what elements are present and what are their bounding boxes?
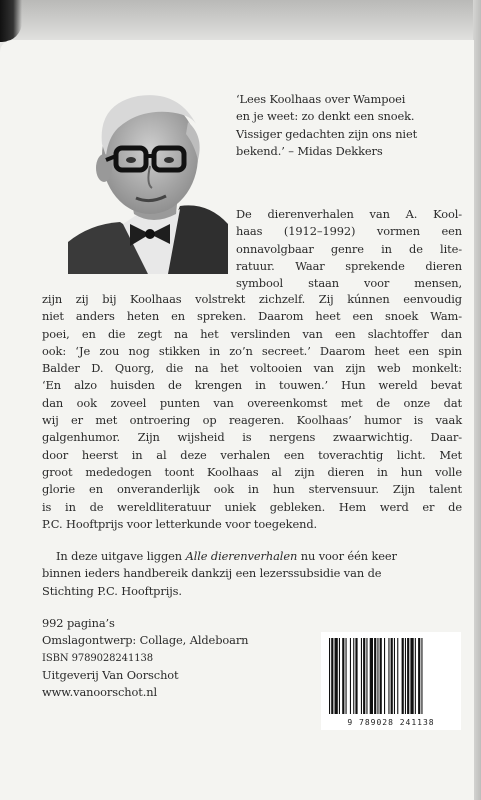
barcode-bar bbox=[421, 638, 422, 714]
description-line: is in de wereldliteratuur uniek gebleken. Hem werd er de bbox=[42, 499, 462, 514]
quote-line: en je weet: zo denkt een snoek. bbox=[236, 109, 415, 124]
barcode-bar bbox=[380, 638, 382, 714]
cover-design-credit: Omslagontwerp: Collage, Aldeboarn bbox=[42, 633, 249, 648]
description-line: onnavolgbaar genre in de lite- bbox=[236, 241, 462, 256]
barcode-bar bbox=[331, 638, 333, 714]
barcode-bar bbox=[346, 638, 347, 714]
book-title: Alle dierenverhalen bbox=[185, 549, 298, 563]
barcode-bar bbox=[415, 638, 416, 714]
description-line: dan ook zoveel punten van overeenkomst met de onze dat bbox=[42, 395, 462, 410]
barcode-bar bbox=[329, 638, 330, 714]
barcode-bar bbox=[361, 638, 362, 714]
edition-note bbox=[42, 548, 462, 600]
author-portrait bbox=[68, 74, 228, 274]
description-line: door heerst in al deze verhalen een toverachtig licht. Met bbox=[42, 447, 462, 462]
barcode-bar bbox=[405, 638, 406, 714]
publisher: Uitgeverij Van Oorschot bbox=[42, 667, 179, 682]
description-line: galgenhumor. Zijn wijsheid is nergens zwaarwichtig. Daar- bbox=[42, 430, 462, 445]
barcode-bar bbox=[402, 638, 404, 714]
description-line: zijn zij bij Koolhaas volstrekt zichzelf. Zij kúnnen eenvoudig bbox=[42, 292, 462, 306]
isbn-barcode bbox=[321, 632, 461, 730]
barcode-bar bbox=[410, 638, 413, 714]
barcode-bars bbox=[321, 632, 461, 718]
website: www.vanoorschot.nl bbox=[42, 685, 158, 700]
book-page-edge bbox=[473, 0, 481, 800]
description-line: P.C. Hooftprijs voor letterkunde voor toegekend. bbox=[42, 516, 318, 531]
description-line: Balder D. Quorg, die na het voltooien van zijn web monkelt: bbox=[42, 361, 462, 376]
barcode-bar bbox=[397, 638, 398, 714]
barcode-bar bbox=[339, 638, 340, 714]
description-line: niet anders heten en spreken. Daarom heet een snoek Wam- bbox=[42, 309, 462, 324]
description-beside-photo bbox=[236, 206, 462, 292]
barcode-bar bbox=[374, 638, 376, 714]
barcode-bar bbox=[394, 638, 395, 714]
barcode-bar bbox=[388, 638, 389, 714]
barcode-bar bbox=[355, 638, 357, 714]
barcode-bar bbox=[370, 638, 373, 714]
description-line: ‘En alzo huisden de krengen in touwen.’ Hun wereld bevat bbox=[42, 378, 462, 393]
description-line: groot mededogen toont Koolhaas al zijn dieren in hun volle bbox=[42, 464, 462, 479]
barcode-bar bbox=[335, 638, 338, 714]
barcode-bar bbox=[418, 638, 420, 714]
barcode-bar bbox=[366, 638, 367, 714]
page-count: 992 pagina’s bbox=[42, 616, 115, 630]
description-full-width bbox=[42, 291, 462, 533]
barcode-bar bbox=[342, 638, 344, 714]
barcode-bar bbox=[353, 638, 354, 714]
barcode-bar bbox=[377, 638, 378, 714]
barcode-bar bbox=[407, 638, 409, 714]
quote-line: Vissiger gedachten zijn ons niet bbox=[236, 126, 418, 141]
edition-line: In deze uitgave liggen Alle dierenverhalen nu voor één keer bbox=[56, 549, 397, 563]
publication-details bbox=[42, 615, 262, 701]
description-line: haas (1912–1992) vormen een bbox=[236, 224, 462, 239]
description-line: De dierenverhalen van A. Kool- bbox=[236, 207, 462, 221]
barcode-bar bbox=[384, 638, 385, 714]
barcode-bar bbox=[391, 638, 393, 714]
barcode-bar bbox=[363, 638, 365, 714]
quote-line: ‘Lees Koolhaas over Wampoei bbox=[236, 92, 406, 106]
quote-line: bekend.’ – Midas Dekkers bbox=[236, 143, 383, 158]
description-line: ook: ‘Je zou nog stikken in zo’n secreet.’ Daarom heet een spin bbox=[42, 343, 462, 358]
description-line: symbool staan voor mensen, bbox=[236, 276, 462, 291]
description-line: ratuur. Waar sprekende dieren bbox=[236, 258, 462, 273]
barcode-digits: 9 789028 241138 bbox=[347, 718, 435, 727]
barcode-bar bbox=[350, 638, 351, 714]
description-line: wij er met ontroering op reageren. Koolhaas’ humor is vaak bbox=[42, 413, 462, 428]
isbn: ISBN 9789028241138 bbox=[42, 652, 153, 664]
edition-line: Stichting P.C. Hooftprijs. bbox=[42, 583, 182, 598]
description-line: glorie en onveranderlijk ook in hun stervensuur. Zijn talent bbox=[42, 482, 462, 497]
description-line: poei, en die zegt na het verslinden van een slachtoffer dan bbox=[42, 326, 462, 341]
blurb-quote bbox=[236, 91, 462, 160]
edition-line: binnen ieders handbereik dankzij een lezerssubsidie van de bbox=[42, 566, 382, 581]
book-top-edge bbox=[0, 0, 481, 42]
